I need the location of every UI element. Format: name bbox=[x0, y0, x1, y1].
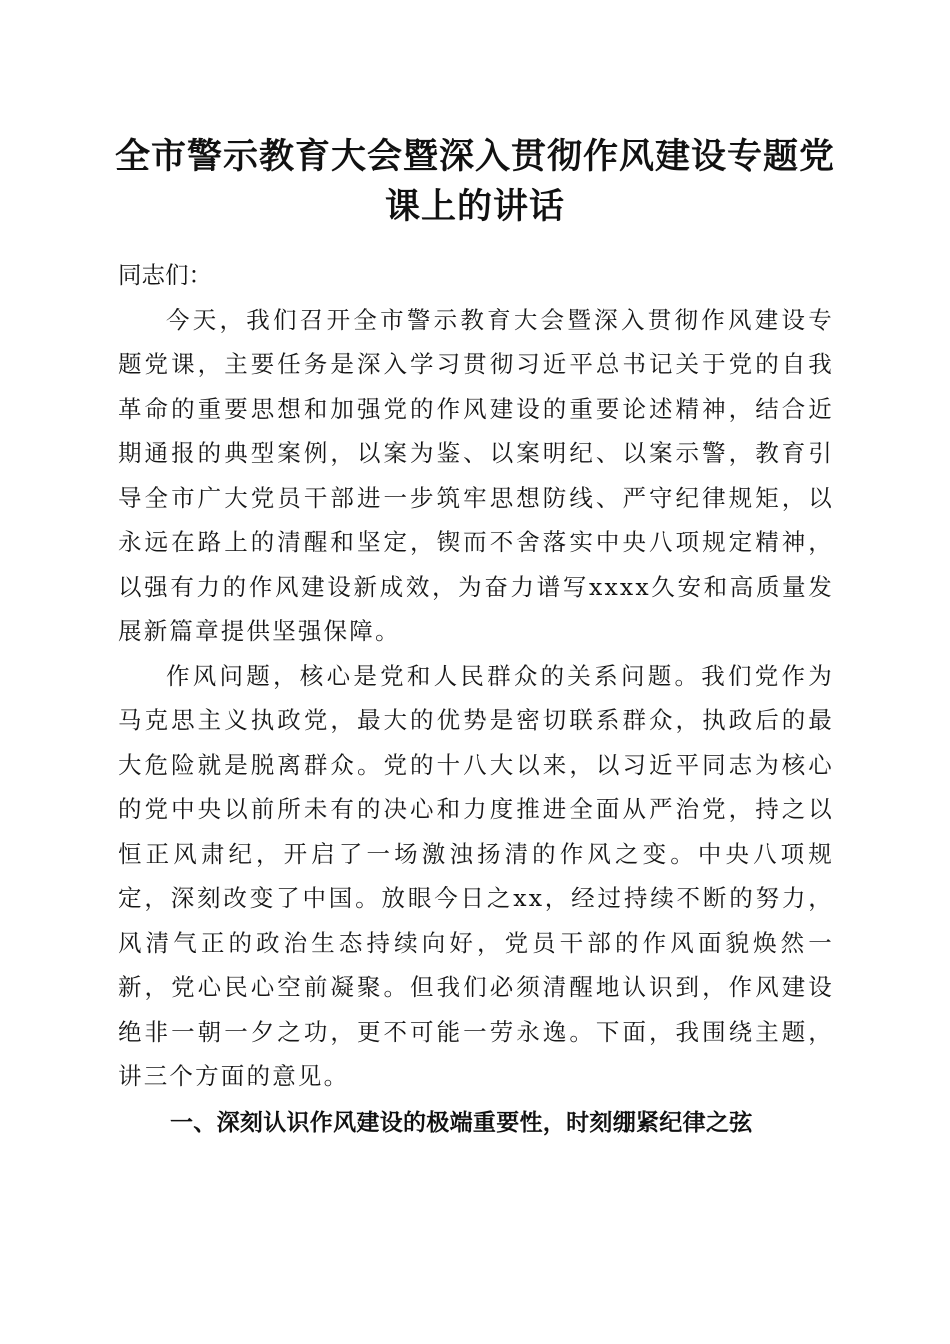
paragraph-opening: 今天，我们召开全市警示教育大会暨深入贯彻作风建设专题党课，主要任务是深入学习贯彻习近平总书记关于党的自我革命的重要思想和加强党的作风建设的重要论述精神，结合近期通报的典型案例，以案为鉴、以案明纪、以案示警，教育引导全市广大党员干部进一步筑牢思想防线、严守纪律规矩，以永远在路上的清醒和坚定，锲而不舍落实中央八项规定精神，以强有力的作风建设新成效，为奋力谱写xxxx久安和高质量发展新篇章提供坚强保障。 bbox=[118, 305, 834, 645]
document-body bbox=[118, 253, 834, 1145]
section-heading: 一、深刻认识作风建设的极端重要性，时刻绷紧纪律之弦 bbox=[170, 1109, 753, 1136]
document-title: 全市警示教育大会暨深入贯彻作风建设专题党课上的讲话 bbox=[114, 136, 835, 227]
paragraph-work-style: 作风问题，核心是党和人民群众的关系问题。我们党作为马克思主义执政党，最大的优势是密切联系群众，执政后的最大危险就是脱离群众。党的十八大以来，以习近平同志为核心的党中央以前所未有的决心和力度推进全面从严治党，持之以恒正风肃纪，开启了一场激浊扬清的作风之变。中央八项规定，深刻改变了中国。放眼今日之xx，经过持续不断的努力，风清气正的政治生态持续向好，党员干部的作风面貌焕然一新，党心民心空前凝聚。但我们必须清醒地认识到，作风建设绝非一朝一夕之功，更不可能一劳永逸。下面，我围绕主题，讲三个方面的意见。 bbox=[118, 661, 834, 1090]
salutation: 同志们： bbox=[118, 261, 212, 289]
